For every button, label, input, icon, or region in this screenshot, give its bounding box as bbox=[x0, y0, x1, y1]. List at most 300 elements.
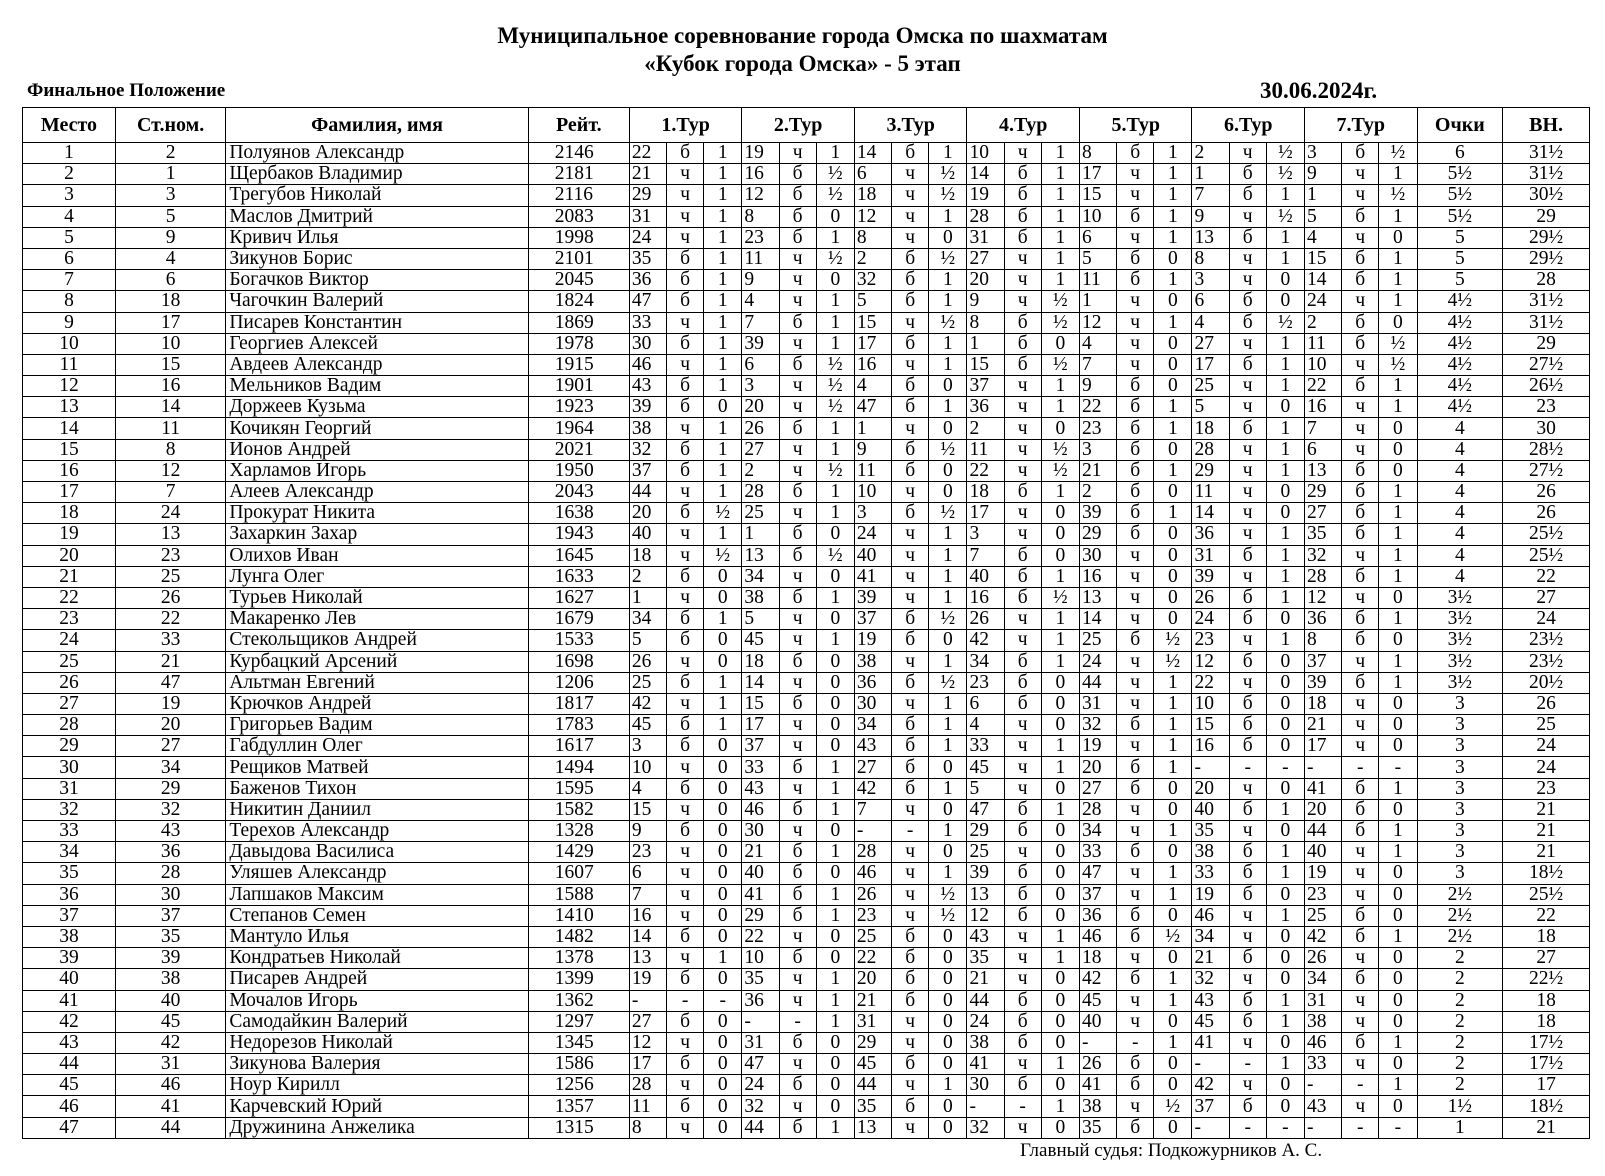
rating-cell: 1362 bbox=[528, 990, 629, 1011]
rating-cell: 1410 bbox=[528, 905, 629, 926]
color-cell: б bbox=[1004, 905, 1041, 926]
color-cell: ч bbox=[1342, 397, 1379, 418]
result-cell: - bbox=[1266, 1117, 1304, 1138]
buchholz-cell: 27 bbox=[1503, 948, 1590, 969]
opponent-cell: 9 bbox=[629, 821, 666, 842]
opponent-cell: 9 bbox=[742, 270, 779, 291]
color-cell: ч bbox=[1229, 905, 1266, 926]
start-number-cell: 34 bbox=[115, 757, 225, 778]
color-cell: б bbox=[1117, 418, 1154, 439]
color-cell: б bbox=[1342, 1032, 1379, 1053]
opponent-cell: 36 bbox=[629, 270, 666, 291]
buchholz-cell: 26 bbox=[1503, 503, 1590, 524]
color-cell: - bbox=[1117, 1032, 1154, 1053]
result-cell: 1 bbox=[1266, 630, 1304, 651]
place-cell: 20 bbox=[23, 545, 116, 566]
color-cell: ч bbox=[1229, 630, 1266, 651]
start-number-cell: 33 bbox=[115, 630, 225, 651]
color-cell: ч bbox=[667, 545, 704, 566]
color-cell: ч bbox=[779, 143, 816, 164]
start-number-cell: 26 bbox=[115, 587, 225, 608]
result-cell: 0 bbox=[1154, 354, 1192, 375]
opponent-cell: 39 bbox=[742, 333, 779, 354]
opponent-cell: 21 bbox=[742, 842, 779, 863]
player-name-cell: Самодайкин Валерий bbox=[226, 1011, 528, 1032]
rating-cell: 1595 bbox=[528, 778, 629, 799]
opponent-cell: 20 bbox=[1304, 799, 1341, 820]
opponent-cell: 34 bbox=[854, 715, 891, 736]
start-number-cell: 14 bbox=[115, 397, 225, 418]
color-cell: б bbox=[667, 672, 704, 693]
header-buchholz: ВН. bbox=[1503, 108, 1590, 143]
opponent-cell: 26 bbox=[629, 651, 666, 672]
color-cell: ч bbox=[1117, 333, 1154, 354]
color-cell: б bbox=[779, 164, 816, 185]
opponent-cell: 46 bbox=[1079, 926, 1116, 947]
color-cell: б bbox=[1342, 905, 1379, 926]
color-cell: ч bbox=[779, 630, 816, 651]
color-cell: ч bbox=[1229, 1032, 1266, 1053]
color-cell: ч bbox=[1229, 778, 1266, 799]
result-cell: ½ bbox=[816, 185, 854, 206]
opponent-cell: 13 bbox=[1079, 587, 1116, 608]
buchholz-cell: 20½ bbox=[1503, 672, 1590, 693]
points-cell: 4½ bbox=[1417, 397, 1503, 418]
result-cell: 0 bbox=[816, 821, 854, 842]
opponent-cell: 46 bbox=[1192, 905, 1229, 926]
points-cell: 2 bbox=[1417, 1032, 1503, 1053]
result-cell: 1 bbox=[704, 609, 742, 630]
opponent-cell: 27 bbox=[854, 757, 891, 778]
start-number-cell: 12 bbox=[115, 460, 225, 481]
rating-cell: 1297 bbox=[528, 1011, 629, 1032]
result-cell: 0 bbox=[704, 1054, 742, 1075]
table-row bbox=[23, 1032, 1590, 1053]
start-number-cell: 8 bbox=[115, 439, 225, 460]
result-cell: 1 bbox=[1154, 693, 1192, 714]
result-cell: 0 bbox=[816, 566, 854, 587]
player-name-cell: Прокурат Никита bbox=[226, 503, 528, 524]
table-row bbox=[23, 312, 1590, 333]
start-number-cell: 2 bbox=[115, 143, 225, 164]
rating-cell: 1617 bbox=[528, 736, 629, 757]
color-cell: ч bbox=[892, 312, 929, 333]
color-cell: б bbox=[1229, 863, 1266, 884]
buchholz-cell: 23 bbox=[1503, 397, 1590, 418]
opponent-cell: 23 bbox=[967, 672, 1004, 693]
opponent-cell: 32 bbox=[1192, 969, 1229, 990]
opponent-cell: 39 bbox=[854, 587, 891, 608]
opponent-cell: 19 bbox=[1192, 884, 1229, 905]
opponent-cell: 15 bbox=[1304, 248, 1341, 269]
start-number-cell: 16 bbox=[115, 376, 225, 397]
opponent-cell: 43 bbox=[967, 926, 1004, 947]
table-row bbox=[23, 185, 1590, 206]
color-cell: ч bbox=[1117, 354, 1154, 375]
color-cell: б bbox=[1342, 312, 1379, 333]
opponent-cell: 19 bbox=[1079, 736, 1116, 757]
result-cell: 0 bbox=[1379, 948, 1417, 969]
page-title: Муниципальное соревнование города Омска по шахматам bbox=[497, 23, 1108, 48]
table-row bbox=[23, 418, 1590, 439]
place-cell: 24 bbox=[23, 630, 116, 651]
color-cell: ч bbox=[1117, 821, 1154, 842]
opponent-cell: 40 bbox=[1192, 799, 1229, 820]
opponent-cell: 30 bbox=[854, 693, 891, 714]
rating-cell: 1429 bbox=[528, 842, 629, 863]
color-cell: ч bbox=[1004, 397, 1041, 418]
result-cell: 1 bbox=[1154, 757, 1192, 778]
color-cell: ч bbox=[1229, 333, 1266, 354]
opponent-cell: 25 bbox=[1304, 905, 1341, 926]
color-cell: ч bbox=[1004, 439, 1041, 460]
start-number-cell: 29 bbox=[115, 778, 225, 799]
result-cell: 1 bbox=[929, 545, 967, 566]
result-cell: 1 bbox=[1266, 566, 1304, 587]
opponent-cell: 31 bbox=[1079, 693, 1116, 714]
result-cell: 1 bbox=[704, 524, 742, 545]
rating-cell: 1533 bbox=[528, 630, 629, 651]
opponent-cell: 28 bbox=[967, 206, 1004, 227]
points-cell: 4½ bbox=[1417, 376, 1503, 397]
color-cell: ч bbox=[1229, 248, 1266, 269]
result-cell: 1 bbox=[1154, 227, 1192, 248]
player-name-cell: Рещиков Матвей bbox=[226, 757, 528, 778]
result-cell: 0 bbox=[816, 863, 854, 884]
result-cell: 0 bbox=[1266, 609, 1304, 630]
opponent-cell: 35 bbox=[854, 1096, 891, 1117]
result-cell: 0 bbox=[929, 227, 967, 248]
color-cell: ч bbox=[1342, 693, 1379, 714]
result-cell: 1 bbox=[1266, 1011, 1304, 1032]
result-cell: 1 bbox=[1266, 863, 1304, 884]
opponent-cell: 41 bbox=[1079, 1075, 1116, 1096]
opponent-cell: 17 bbox=[854, 333, 891, 354]
player-name-cell: Карчевский Юрий bbox=[226, 1096, 528, 1117]
player-name-cell: Трегубов Николай bbox=[226, 185, 528, 206]
opponent-cell: 21 bbox=[1304, 715, 1341, 736]
table-row bbox=[23, 948, 1590, 969]
opponent-cell: 19 bbox=[742, 143, 779, 164]
color-cell: б bbox=[779, 227, 816, 248]
result-cell: 1 bbox=[929, 821, 967, 842]
points-cell: 4 bbox=[1417, 545, 1503, 566]
buchholz-cell: 18½ bbox=[1503, 1096, 1590, 1117]
opponent-cell: 15 bbox=[629, 799, 666, 820]
result-cell: 1 bbox=[1266, 905, 1304, 926]
color-cell: ч bbox=[892, 418, 929, 439]
player-name-cell: Курбацкий Арсений bbox=[226, 651, 528, 672]
player-name-cell: Никитин Даниил bbox=[226, 799, 528, 820]
result-cell: 1 bbox=[816, 312, 854, 333]
result-cell: 1 bbox=[1154, 672, 1192, 693]
color-cell: ч bbox=[667, 1075, 704, 1096]
opponent-cell: 5 bbox=[1304, 206, 1341, 227]
opponent-cell: 45 bbox=[742, 630, 779, 651]
opponent-cell: 33 bbox=[967, 736, 1004, 757]
buchholz-cell: 29 bbox=[1503, 206, 1590, 227]
result-cell: 1 bbox=[1041, 926, 1079, 947]
color-cell: б bbox=[1004, 799, 1041, 820]
result-cell: 0 bbox=[929, 1054, 967, 1075]
place-cell: 37 bbox=[23, 905, 116, 926]
points-cell: 5½ bbox=[1417, 185, 1503, 206]
rating-cell: 1482 bbox=[528, 926, 629, 947]
result-cell: 0 bbox=[1041, 842, 1079, 863]
place-cell: 47 bbox=[23, 1117, 116, 1138]
color-cell: ч bbox=[1117, 799, 1154, 820]
player-name-cell: Кондратьев Николай bbox=[226, 948, 528, 969]
opponent-cell: 2 bbox=[1304, 312, 1341, 333]
points-cell: 2 bbox=[1417, 1075, 1503, 1096]
opponent-cell: 21 bbox=[967, 969, 1004, 990]
color-cell: б bbox=[1004, 333, 1041, 354]
opponent-cell: 3 bbox=[854, 503, 891, 524]
place-cell: 14 bbox=[23, 418, 116, 439]
opponent-cell: 17 bbox=[1079, 164, 1116, 185]
color-cell: б bbox=[1004, 1011, 1041, 1032]
result-cell: 1 bbox=[704, 312, 742, 333]
opponent-cell: 47 bbox=[967, 799, 1004, 820]
place-cell: 35 bbox=[23, 863, 116, 884]
result-cell: 0 bbox=[1154, 905, 1192, 926]
result-cell: ½ bbox=[1041, 312, 1079, 333]
opponent-cell: 25 bbox=[1079, 630, 1116, 651]
result-cell: 1 bbox=[1041, 736, 1079, 757]
result-cell: 0 bbox=[1379, 312, 1417, 333]
result-cell: 0 bbox=[1041, 672, 1079, 693]
result-cell: ½ bbox=[816, 164, 854, 185]
opponent-cell: 39 bbox=[629, 397, 666, 418]
opponent-cell: 16 bbox=[967, 587, 1004, 608]
opponent-cell: 35 bbox=[1304, 524, 1341, 545]
color-cell: ч bbox=[1117, 1096, 1154, 1117]
opponent-cell: 2 bbox=[1192, 143, 1229, 164]
table-row bbox=[23, 905, 1590, 926]
result-cell: 0 bbox=[1154, 1075, 1192, 1096]
result-cell: 1 bbox=[1266, 799, 1304, 820]
opponent-cell: 14 bbox=[742, 672, 779, 693]
opponent-cell: 7 bbox=[1304, 418, 1341, 439]
color-cell: б bbox=[667, 1054, 704, 1075]
opponent-cell: 6 bbox=[1192, 291, 1229, 312]
rating-cell: 1494 bbox=[528, 757, 629, 778]
color-cell: б bbox=[1342, 503, 1379, 524]
result-cell: 0 bbox=[816, 948, 854, 969]
result-cell: 0 bbox=[704, 587, 742, 608]
color-cell: ч bbox=[667, 651, 704, 672]
opponent-cell: 4 bbox=[967, 715, 1004, 736]
opponent-cell: 6 bbox=[742, 354, 779, 375]
opponent-cell: 24 bbox=[1079, 651, 1116, 672]
color-cell: - bbox=[1229, 757, 1266, 778]
result-cell: 1 bbox=[1154, 715, 1192, 736]
result-cell: 1 bbox=[1266, 248, 1304, 269]
player-name-cell: Ноур Кирилл bbox=[226, 1075, 528, 1096]
header-round-6: 6.Тур bbox=[1192, 108, 1305, 143]
table-row bbox=[23, 227, 1590, 248]
opponent-cell: 20 bbox=[629, 503, 666, 524]
opponent-cell: 5 bbox=[967, 778, 1004, 799]
color-cell: ч bbox=[1117, 651, 1154, 672]
rating-cell: 2021 bbox=[528, 439, 629, 460]
result-cell: 0 bbox=[1379, 969, 1417, 990]
points-cell: 5½ bbox=[1417, 206, 1503, 227]
place-cell: 21 bbox=[23, 566, 116, 587]
opponent-cell: 22 bbox=[854, 948, 891, 969]
table-row bbox=[23, 206, 1590, 227]
opponent-cell: 35 bbox=[1192, 821, 1229, 842]
opponent-cell: 40 bbox=[629, 524, 666, 545]
result-cell: 0 bbox=[1041, 524, 1079, 545]
opponent-cell: 34 bbox=[742, 566, 779, 587]
opponent-cell: 46 bbox=[1304, 1032, 1341, 1053]
table-row bbox=[23, 460, 1590, 481]
place-cell: 18 bbox=[23, 503, 116, 524]
opponent-cell: 13 bbox=[1304, 460, 1341, 481]
opponent-cell: 37 bbox=[629, 460, 666, 481]
color-cell: б bbox=[667, 609, 704, 630]
opponent-cell: 11 bbox=[742, 248, 779, 269]
table-row bbox=[23, 651, 1590, 672]
color-cell: б bbox=[892, 1054, 929, 1075]
color-cell: ч bbox=[1117, 164, 1154, 185]
result-cell: 0 bbox=[1154, 948, 1192, 969]
opponent-cell: 5 bbox=[1079, 248, 1116, 269]
result-cell: ½ bbox=[929, 905, 967, 926]
opponent-cell: 6 bbox=[1079, 227, 1116, 248]
points-cell: 3½ bbox=[1417, 609, 1503, 630]
result-cell: 0 bbox=[1266, 1075, 1304, 1096]
buchholz-cell: 18 bbox=[1503, 990, 1590, 1011]
result-cell: 0 bbox=[1266, 821, 1304, 842]
color-cell: б bbox=[1004, 185, 1041, 206]
points-cell: 2 bbox=[1417, 969, 1503, 990]
result-cell: 1 bbox=[1379, 821, 1417, 842]
opponent-cell: 22 bbox=[1192, 672, 1229, 693]
color-cell: ч bbox=[667, 948, 704, 969]
header-place: Место bbox=[23, 108, 116, 143]
result-cell: 0 bbox=[929, 926, 967, 947]
result-cell: ½ bbox=[1379, 333, 1417, 354]
buchholz-cell: 25½ bbox=[1503, 545, 1590, 566]
result-cell: 1 bbox=[1266, 185, 1304, 206]
opponent-cell: 41 bbox=[742, 884, 779, 905]
color-cell: б bbox=[892, 736, 929, 757]
start-number-cell: 15 bbox=[115, 354, 225, 375]
color-cell: б bbox=[1229, 227, 1266, 248]
result-cell: 1 bbox=[929, 693, 967, 714]
opponent-cell: 3 bbox=[1304, 143, 1341, 164]
opponent-cell: 18 bbox=[629, 545, 666, 566]
start-number-cell: 37 bbox=[115, 905, 225, 926]
player-name-cell: Зикунов Борис bbox=[226, 248, 528, 269]
player-name-cell: Щербаков Владимир bbox=[226, 164, 528, 185]
opponent-cell: 26 bbox=[1079, 1054, 1116, 1075]
color-cell: ч bbox=[1229, 672, 1266, 693]
table-row bbox=[23, 248, 1590, 269]
result-cell: 0 bbox=[1266, 693, 1304, 714]
color-cell: б bbox=[1117, 503, 1154, 524]
table-row bbox=[23, 778, 1590, 799]
result-cell: 1 bbox=[704, 206, 742, 227]
color-cell: ч bbox=[1229, 439, 1266, 460]
color-cell: б bbox=[1229, 291, 1266, 312]
rating-cell: 1582 bbox=[528, 799, 629, 820]
color-cell: ч bbox=[779, 397, 816, 418]
color-cell: ч bbox=[892, 863, 929, 884]
color-cell: б bbox=[1342, 926, 1379, 947]
color-cell: ч bbox=[667, 185, 704, 206]
place-cell: 4 bbox=[23, 206, 116, 227]
color-cell: б bbox=[1342, 143, 1379, 164]
player-name-cell: Баженов Тихон bbox=[226, 778, 528, 799]
table-row bbox=[23, 926, 1590, 947]
opponent-cell: 45 bbox=[854, 1054, 891, 1075]
table-row bbox=[23, 757, 1590, 778]
opponent-cell: 7 bbox=[1079, 354, 1116, 375]
rating-cell: 1964 bbox=[528, 418, 629, 439]
color-cell: ч bbox=[1004, 757, 1041, 778]
opponent-cell: 31 bbox=[967, 227, 1004, 248]
opponent-cell: 44 bbox=[1304, 821, 1341, 842]
start-number-cell: 27 bbox=[115, 736, 225, 757]
color-cell: ч bbox=[779, 715, 816, 736]
opponent-cell: - bbox=[1304, 1117, 1341, 1138]
opponent-cell: 41 bbox=[967, 1054, 1004, 1075]
place-cell: 11 bbox=[23, 354, 116, 375]
opponent-cell: 42 bbox=[967, 630, 1004, 651]
result-cell: 0 bbox=[1154, 291, 1192, 312]
result-cell: 0 bbox=[704, 397, 742, 418]
player-name-cell: Писарев Андрей bbox=[226, 969, 528, 990]
opponent-cell: 30 bbox=[742, 821, 779, 842]
table-row bbox=[23, 715, 1590, 736]
buchholz-cell: 31½ bbox=[1503, 164, 1590, 185]
start-number-cell: 20 bbox=[115, 715, 225, 736]
color-cell: ч bbox=[667, 905, 704, 926]
opponent-cell: 44 bbox=[854, 1075, 891, 1096]
result-cell: 0 bbox=[1379, 1054, 1417, 1075]
rating-cell: 1824 bbox=[528, 291, 629, 312]
opponent-cell: 19 bbox=[854, 630, 891, 651]
result-cell: 0 bbox=[929, 757, 967, 778]
result-cell: 0 bbox=[1266, 503, 1304, 524]
color-cell: б bbox=[667, 821, 704, 842]
color-cell: б bbox=[1342, 969, 1379, 990]
opponent-cell: 36 bbox=[1304, 609, 1341, 630]
opponent-cell: 28 bbox=[1079, 799, 1116, 820]
result-cell: 1 bbox=[816, 990, 854, 1011]
rating-cell: 2045 bbox=[528, 270, 629, 291]
color-cell: ч bbox=[667, 418, 704, 439]
opponent-cell: 37 bbox=[1079, 884, 1116, 905]
opponent-cell: 3 bbox=[742, 376, 779, 397]
result-cell: 0 bbox=[816, 270, 854, 291]
color-cell: ч bbox=[667, 799, 704, 820]
opponent-cell: 26 bbox=[742, 418, 779, 439]
opponent-cell: 17 bbox=[742, 715, 779, 736]
color-cell: б bbox=[1004, 1075, 1041, 1096]
color-cell: б bbox=[1117, 905, 1154, 926]
opponent-cell: 42 bbox=[1079, 969, 1116, 990]
result-cell: 0 bbox=[929, 799, 967, 820]
player-name-cell: Крючков Андрей bbox=[226, 693, 528, 714]
buchholz-cell: 26 bbox=[1503, 482, 1590, 503]
color-cell: ч bbox=[667, 227, 704, 248]
opponent-cell: 9 bbox=[967, 291, 1004, 312]
opponent-cell: 4 bbox=[1304, 227, 1341, 248]
